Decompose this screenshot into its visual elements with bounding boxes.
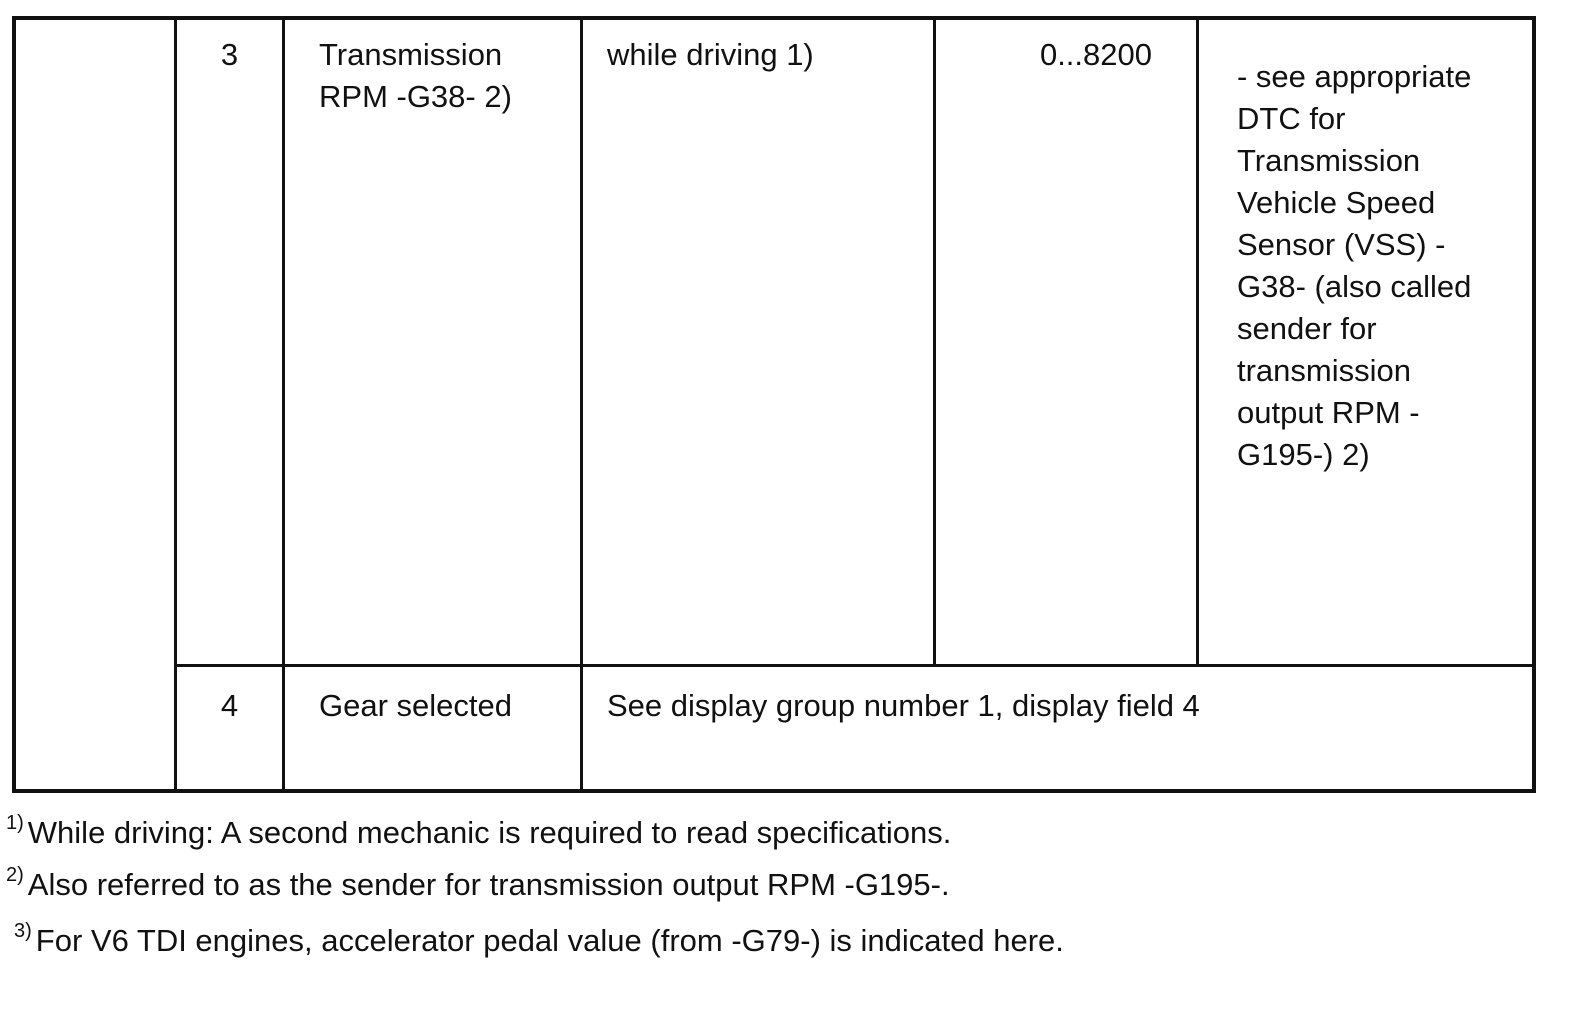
footnote-text: Also referred to as the sender for transmission output RPM -G195-. [27, 867, 950, 902]
footnote-marker: 1) [6, 812, 24, 834]
merged-condition-cell [582, 666, 1535, 792]
display-group-cell [14, 18, 176, 666]
display-field-number-cell [176, 18, 284, 666]
remedy-note-cell [1198, 18, 1535, 666]
remedy-note: - see appropriate DTC for Transmission Vehicle Speed Sensor (VSS) - G38- (also called sender for transmission output RPM - G195-) 2) [1237, 59, 1472, 472]
table-row [14, 666, 1534, 792]
value-name-cell [284, 666, 582, 792]
value-name: Transmission RPM -G38- 2) [319, 37, 512, 114]
display-field-number-cell [176, 666, 284, 792]
footnote-text: For V6 TDI engines, accelerator pedal value (from -G79-) is indicated here. [35, 923, 1064, 958]
footnote-marker: 2) [6, 864, 24, 886]
measured-values-table [12, 16, 1536, 793]
value-name-cell [284, 18, 582, 666]
specified-range-cell [935, 18, 1198, 666]
specified-range: 0...8200 [1039, 37, 1152, 72]
test-condition-cell [582, 18, 935, 666]
footnote-2 [6, 864, 950, 906]
test-condition: See display group number 1, display field 4 [607, 688, 1200, 723]
footnote-text: While driving: A second mechanic is required to read specifications. [27, 815, 952, 850]
display-field-number: 4 [220, 688, 239, 723]
table-row [14, 18, 1534, 666]
footnote-marker: 3) [14, 920, 32, 942]
test-condition: while driving 1) [607, 37, 814, 72]
value-name: Gear selected [319, 688, 512, 723]
footnote-3 [14, 920, 1064, 962]
display-group-cell [14, 666, 176, 792]
display-field-number: 3 [220, 37, 239, 72]
footnote-1 [6, 812, 951, 854]
